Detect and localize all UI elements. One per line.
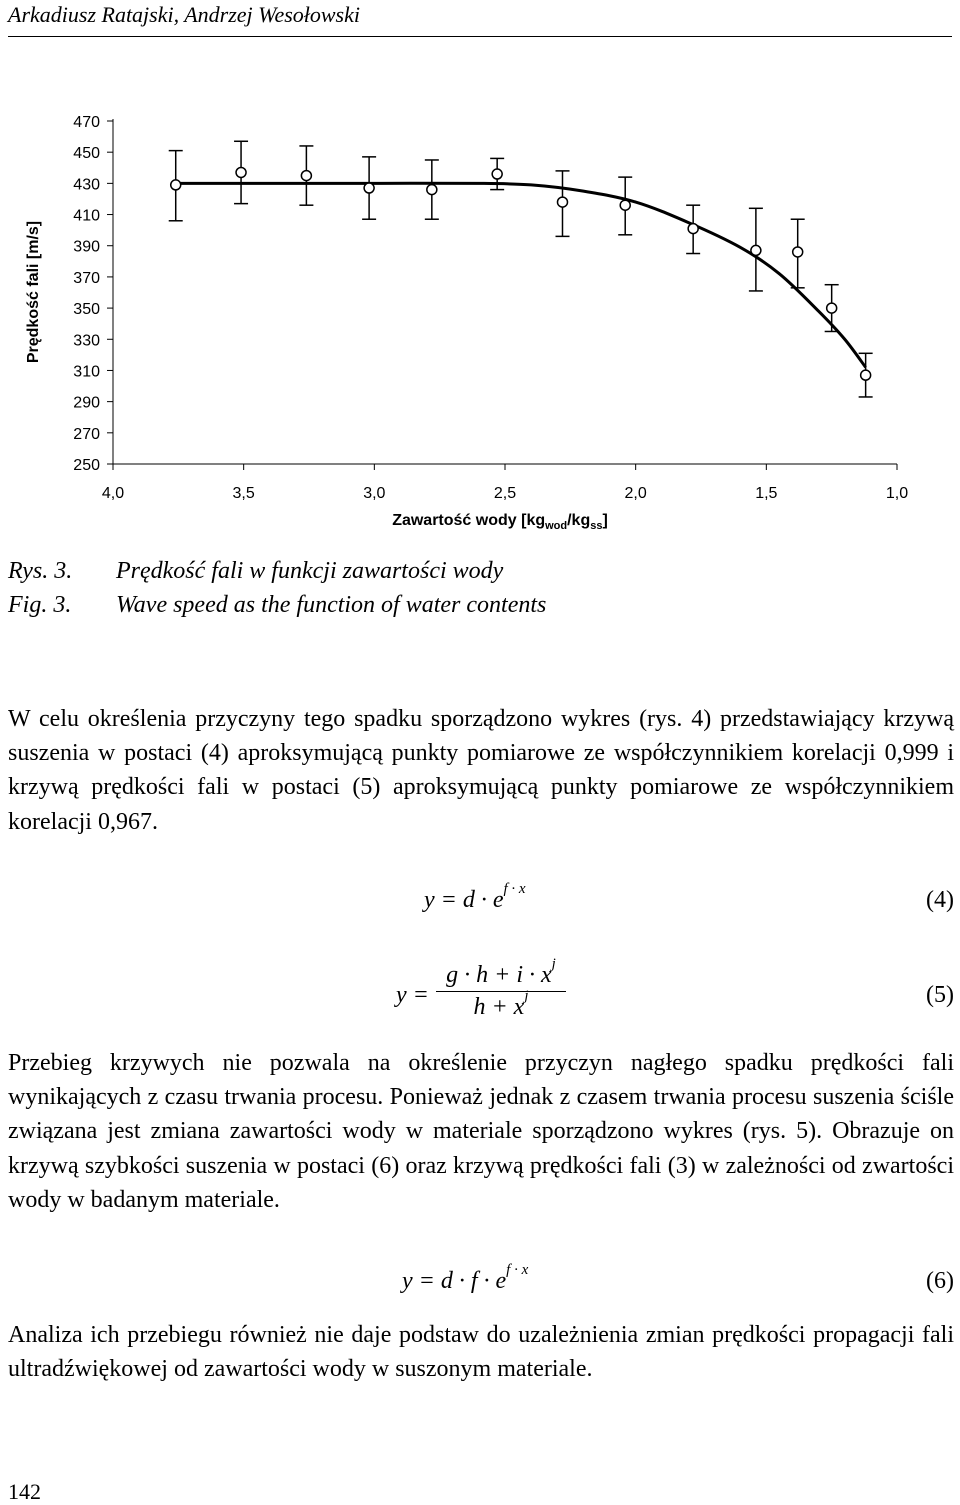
paragraph-1: W celu określenia przyczyny tego spadku sporządzono wykres (rys. 4) przedstawiający krzywą suszenia w postaci (4) aproksymującą punkty pomiarowe ze współczynnikiem korelacji 0,999 i krzywą prędkości fali w postaci (5) aproksymującą punkty pomiarowe ze współczynnikiem korelacji 0,967.: [8, 706, 954, 835]
equation-5-lhs: y =: [396, 982, 429, 1008]
y-tick-label: 370: [73, 269, 100, 287]
wave-speed-chart: [0, 100, 960, 540]
x-tick-label: 2,0: [624, 485, 647, 502]
equation-6-number: (6): [926, 1268, 954, 1294]
eq4-body: y = d · e: [424, 887, 504, 913]
data-points: [169, 141, 873, 397]
y-tick-label: 430: [73, 176, 100, 194]
page-number: 142: [8, 1479, 41, 1504]
x-axis-label: Zawartość wody $[kg_{wod}/kg_{ss}]$: [392, 512, 608, 532]
data-point: [236, 167, 246, 177]
x-tick-label: 1,5: [755, 485, 778, 502]
eq5-denominator: [436, 988, 566, 1021]
paragraph-2: Przebieg krzywych nie pozwala na określenie przyczyn nagłego spadku prędkości fali wynikających z czasu trwania procesu. Ponieważ jednak z czasem trwania procesu suszenia ściśle związana jest zmiana zawartości wody w materiale sporządzono wykres (rys. 5). Obrazuje on krzywą szybkości suszenia w postaci (6) oraz krzywą prędkości fali (3) w zależności od zwartości wody w badanym materiale.: [8, 1050, 954, 1213]
data-point: [688, 224, 698, 234]
caption-text-rys: Prędkość fali w funkcji zawartości wody: [116, 558, 504, 584]
data-point: [827, 303, 837, 313]
y-tick-label: 270: [73, 425, 100, 443]
data-point: [171, 180, 181, 190]
eq5-numerator-text: g · h + i · x: [446, 962, 552, 988]
x-axis-ticks: [102, 464, 908, 502]
running-header: Arkadiusz Ratajski, Andrzej Wesołowski: [8, 2, 360, 27]
data-point: [793, 247, 803, 257]
data-point: [861, 370, 871, 380]
header-rule: [8, 36, 952, 37]
equation-6: [402, 1262, 529, 1295]
y-tick-label: 350: [73, 301, 100, 319]
caption-english: [8, 588, 546, 622]
equation-5-fraction: [436, 956, 566, 1021]
data-point: [557, 197, 567, 207]
eq5-numerator-exp: j: [551, 956, 556, 972]
equation-4: [424, 881, 526, 914]
fit-curve: [176, 183, 866, 367]
y-tick-label: 450: [73, 145, 100, 163]
eq5-numerator: [436, 956, 566, 992]
x-tick-label: 3,5: [232, 485, 255, 502]
y-tick-label: 410: [73, 207, 100, 225]
data-point: [301, 171, 311, 181]
y-tick-label: 250: [73, 457, 100, 474]
x-tick-label: 3,0: [363, 485, 386, 502]
y-tick-label: 470: [73, 114, 100, 131]
eq6-exponent: f · x: [506, 1262, 529, 1278]
caption-polish: [8, 554, 546, 588]
chart-axes: [113, 119, 897, 464]
x-tick-label: 2,5: [493, 485, 517, 502]
data-point: [427, 185, 437, 195]
x-tick-label: 4,0: [101, 485, 125, 502]
eq4-exponent: f · x: [503, 881, 526, 897]
caption-text-fig: Wave speed as the function of water contents: [116, 592, 547, 618]
caption-label-fig: Fig. 3.: [8, 592, 72, 618]
data-point: [364, 183, 374, 193]
x-tick-label: 1,0: [885, 485, 909, 502]
data-point: [751, 245, 761, 255]
figure-caption: [8, 554, 546, 622]
eq5-denominator-exp: j: [524, 988, 529, 1004]
eq5-denominator-text: h + x: [473, 994, 525, 1020]
equation-5-number: (5): [926, 982, 954, 1008]
y-tick-label: 330: [73, 332, 100, 350]
y-axis-ticks: [73, 114, 113, 474]
y-tick-label: 310: [73, 363, 100, 381]
paragraph-3: Analiza ich przebiegu również nie daje podstaw do uzależnienia zmian prędkości propagacji fali ultradźwiękowej od zawartości wody w suszonym materiale.: [8, 1322, 954, 1383]
equation-4-number: (4): [926, 887, 954, 913]
y-axis-label: Prędkość fali [m/s]: [25, 220, 42, 364]
data-point: [620, 200, 630, 210]
data-point: [492, 169, 502, 179]
eq6-body: y = d · f · e: [402, 1268, 507, 1294]
caption-label-rys: Rys. 3.: [8, 558, 73, 584]
y-tick-label: 290: [73, 394, 100, 412]
y-tick-label: 390: [73, 238, 100, 256]
